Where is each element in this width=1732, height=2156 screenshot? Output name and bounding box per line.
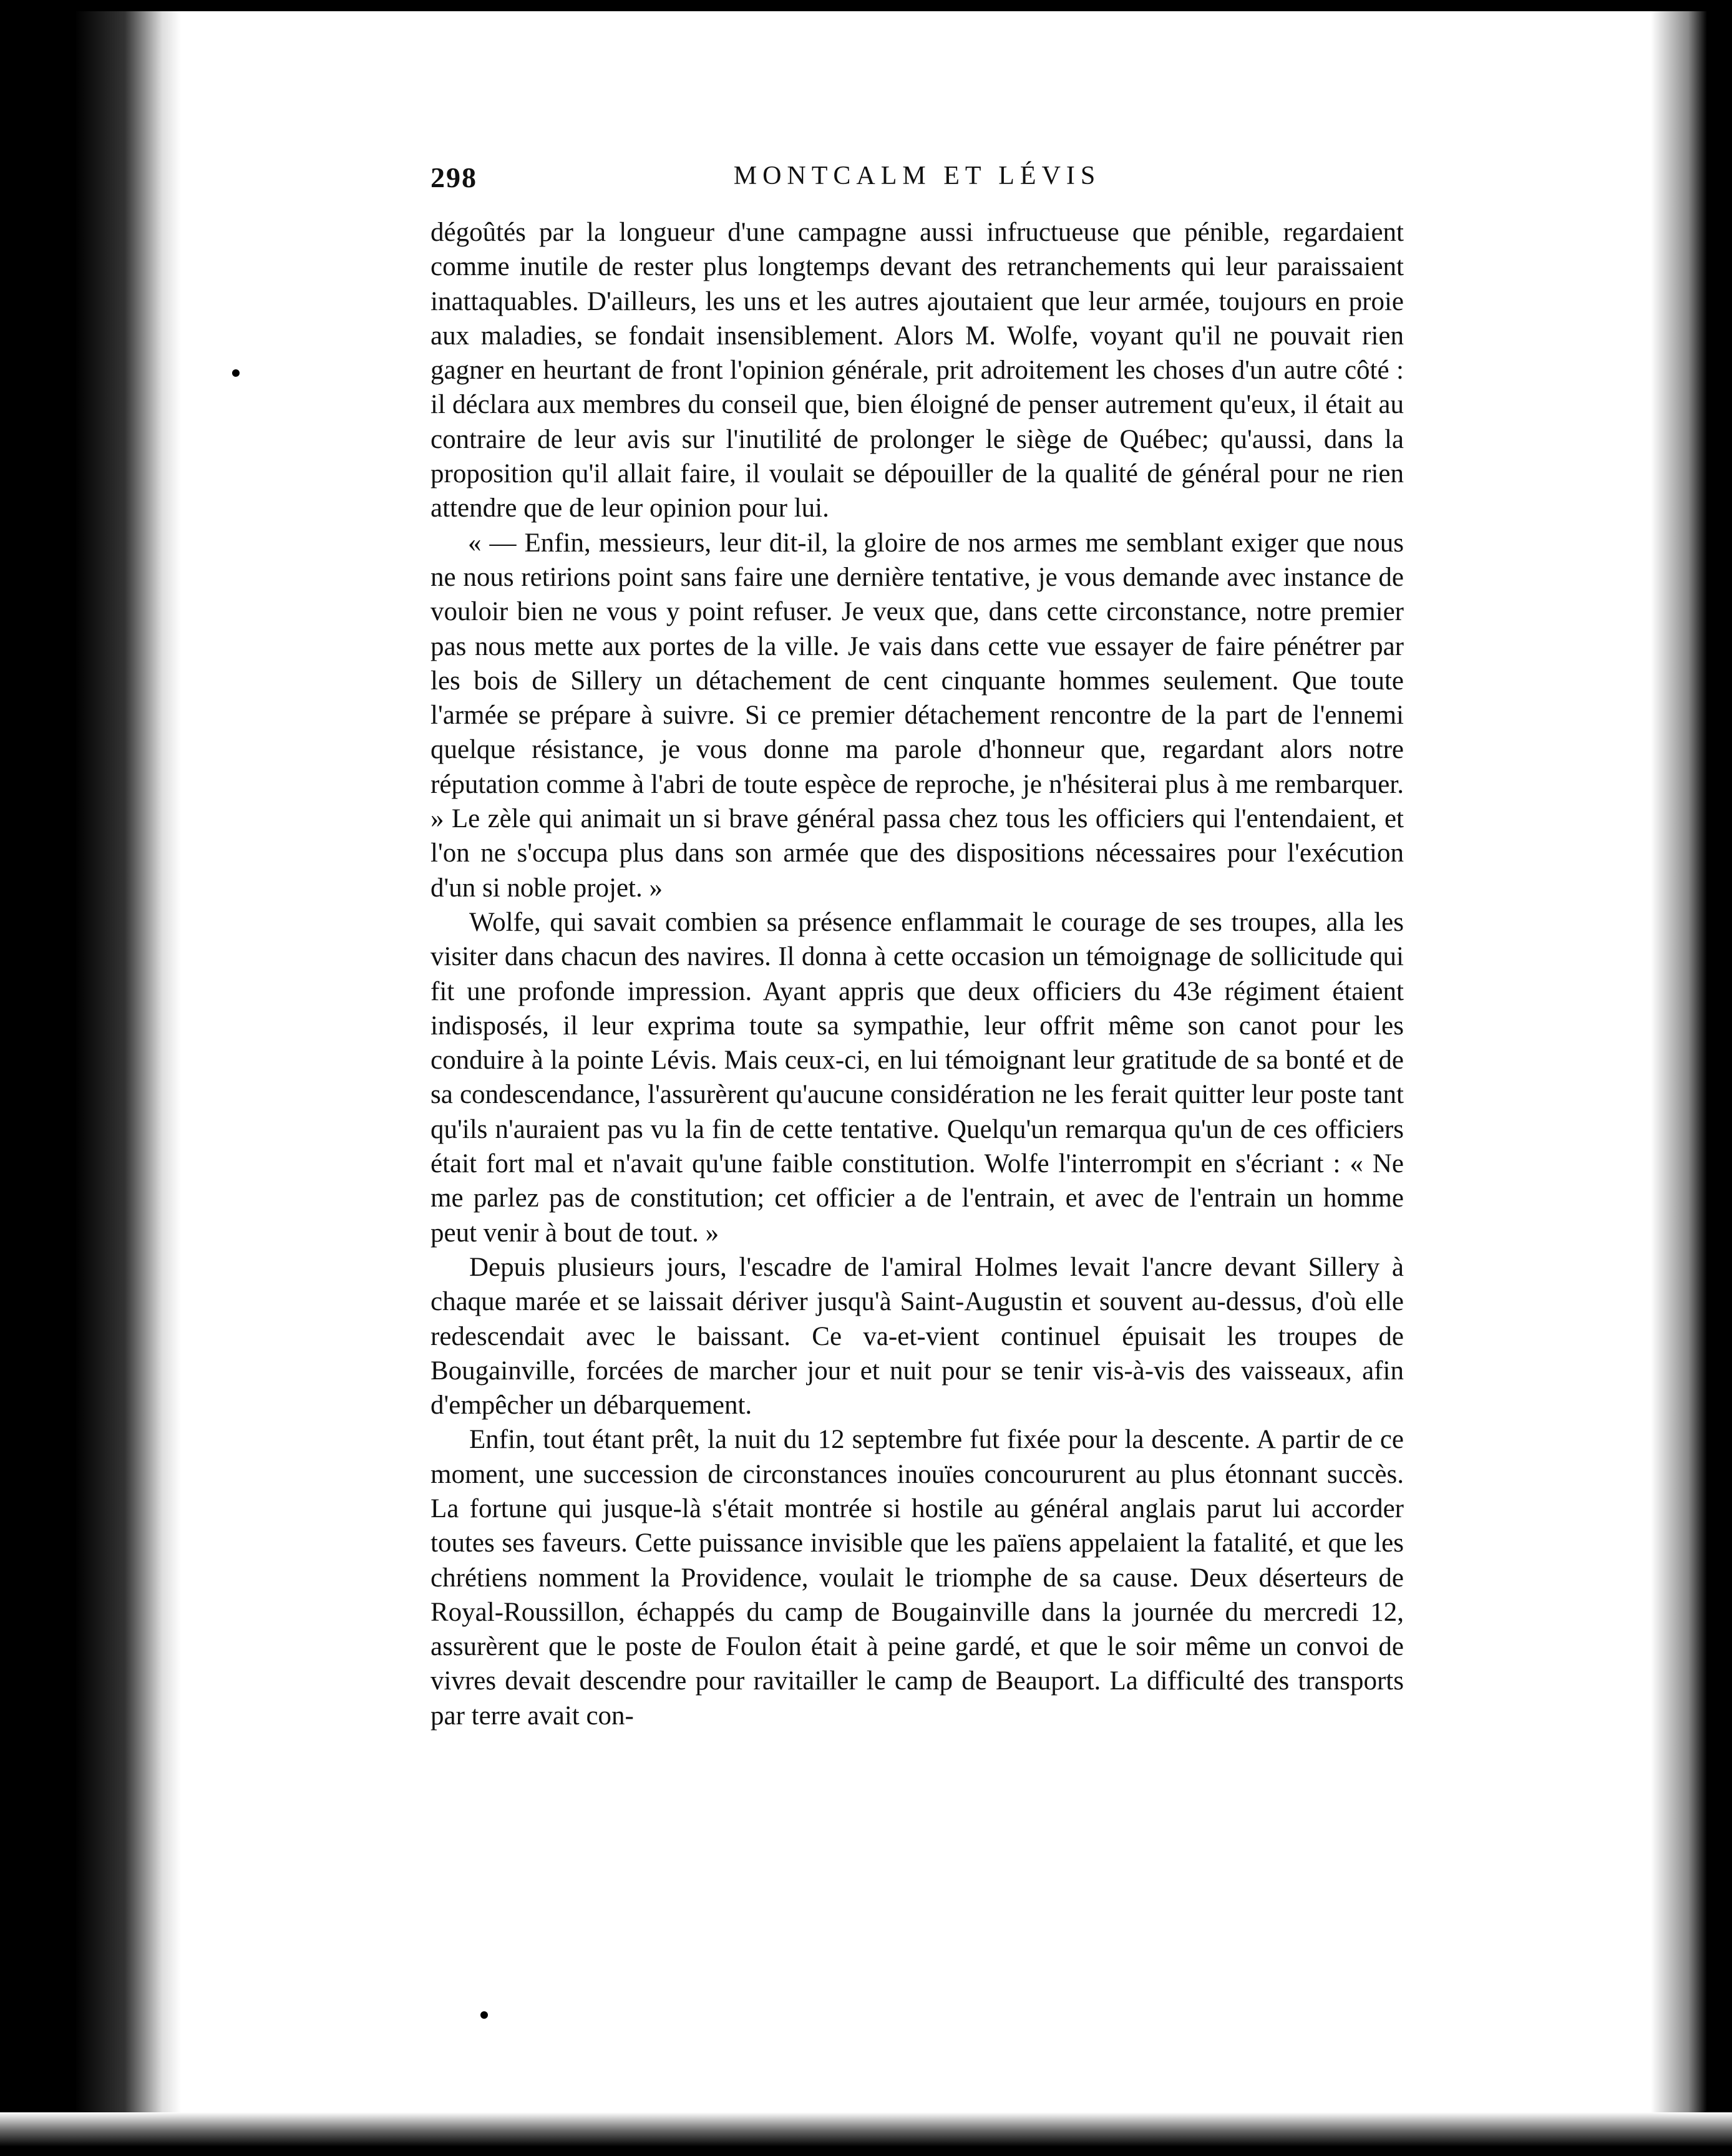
page-number: 298 [431,162,477,193]
binding-shadow [0,0,181,2156]
right-scan-edge [1651,0,1732,2156]
scan-speck [480,2011,488,2019]
running-head [431,161,1404,205]
top-scan-edge [0,0,1732,11]
paragraph: Depuis plusieurs jours, l'escadre de l'amiral Holmes levait l'ancre devant Sillery à chaque marée et se laissait dériver jusqu'à Saint-Augustin et souvent au-dessus, d'où elle redescendait avec le baissant. Ce va-et-vient continuel épuisait les troupes de Bougainville, forcées de marcher jour et nuit pour se tenir vis-à-vis des vaisseaux, afin d'empêcher un débarquement. [431,1252,1404,1420]
paragraph: Enfin, tout étant prêt, la nuit du 12 septembre fut fixée pour la descente. A partir de ce moment, une succession de circonstances inouïes concoururent au plus étonnant succès. La fortune qui jusque-là s'était montrée si hostile au général anglais parut lui accorder toutes ses faveurs. Cette puissance invisible que les païens appelaient la fatalité, et que les chrétiens nomment la Providence, voulait le triomphe de sa cause. Deux déserteurs de Royal-Roussillon, échappés du camp de Bougainville dans la journée du mercredi 12, assurèrent que le poste de Foulon était à peine gardé, et que le soir même un convoi de vivres devait descendre pour ravitailler le camp de Beauport. La difficulté des transports par terre avait con- [431,1425,1404,1731]
paragraph: Wolfe, qui savait combien sa présence enflammait le courage de ses troupes, alla les visiter dans chacun des navires. Il donna à cette occasion un témoignage de sollicitude qui fit une profonde impression. Ayant appris que deux officiers du 43e régiment étaient indisposés, il leur exprima toute sa sympathie, leur offrit même son canot pour les conduire à la pointe Lévis. Mais ceux-ci, en lui témoignant leur gratitude de sa bonté et de sa condescendance, l'assurèrent qu'aucune considération ne les ferait quitter leur poste tant qu'ils n'auraient pas vu la fin de cette tentative. Quelqu'un remarqua qu'un de ces officiers était fort mal et n'avait qu'une faible constitution. Wolfe l'interrompit en s'écriant : « Ne me parlez pas de constitution; cet officier a de l'entrain, et avec de l'entrain un homme peut venir à bout de tout. » [431,907,1404,1248]
body-text [431,215,1404,1733]
scan-speck [232,369,240,377]
paragraph: dégoûtés par la longueur d'une campagne aussi infructueuse que pénible, regardaient comme inutile de rester plus longtemps devant des retranchements qui leur paraissaient inattaquables. D'ailleurs, les uns et les autres ajoutaient que leur armée, toujours en proie aux maladies, se fondait insensiblement. Alors M. Wolfe, voyant qu'il ne pouvait rien gagner en heurtant de front l'opinion générale, prit adroitement les choses d'un autre côté : il déclara aux membres du conseil que, bien éloigné de penser autrement qu'eux, il était au contraire de leur avis sur l'inutilité de prolonger le siège de Québec; qu'aussi, dans la proposition qu'il allait faire, il voulait se dépouiller de la qualité de général pour ne rien attendre que de leur opinion pour lui. [431,218,1404,523]
bottom-scan-edge [0,2112,1732,2156]
running-title: MONTCALM ET LÉVIS [733,162,1101,190]
paragraph: « — Enfin, messieurs, leur dit-il, la gloire de nos armes me semblant exiger que nous ne nous retirions point sans faire une dernière tentative, je vous demande avec instance de vouloir bien ne vous y point refuser. Je veux que, dans cette circonstance, notre premier pas nous mette aux portes de la ville. Je vais dans cette vue essayer de faire pénétrer par les bois de Sillery un détachement de cent cinquante hommes seulement. Que toute l'armée se prépare à suivre. Si ce premier détachement rencontre de la part de l'ennemi quelque résistance, je vous donne ma parole d'honneur que, regardant alors notre réputation comme à l'abri de toute espèce de reproche, je n'hésiterai plus à me rembarquer. » Le zèle qui animait un si brave général passa chez tous les officiers qui l'entendaient, et l'on ne s'occupa plus dans son armée que des dispositions nécessaires pour l'exécution d'un si noble projet. » [431,528,1404,903]
